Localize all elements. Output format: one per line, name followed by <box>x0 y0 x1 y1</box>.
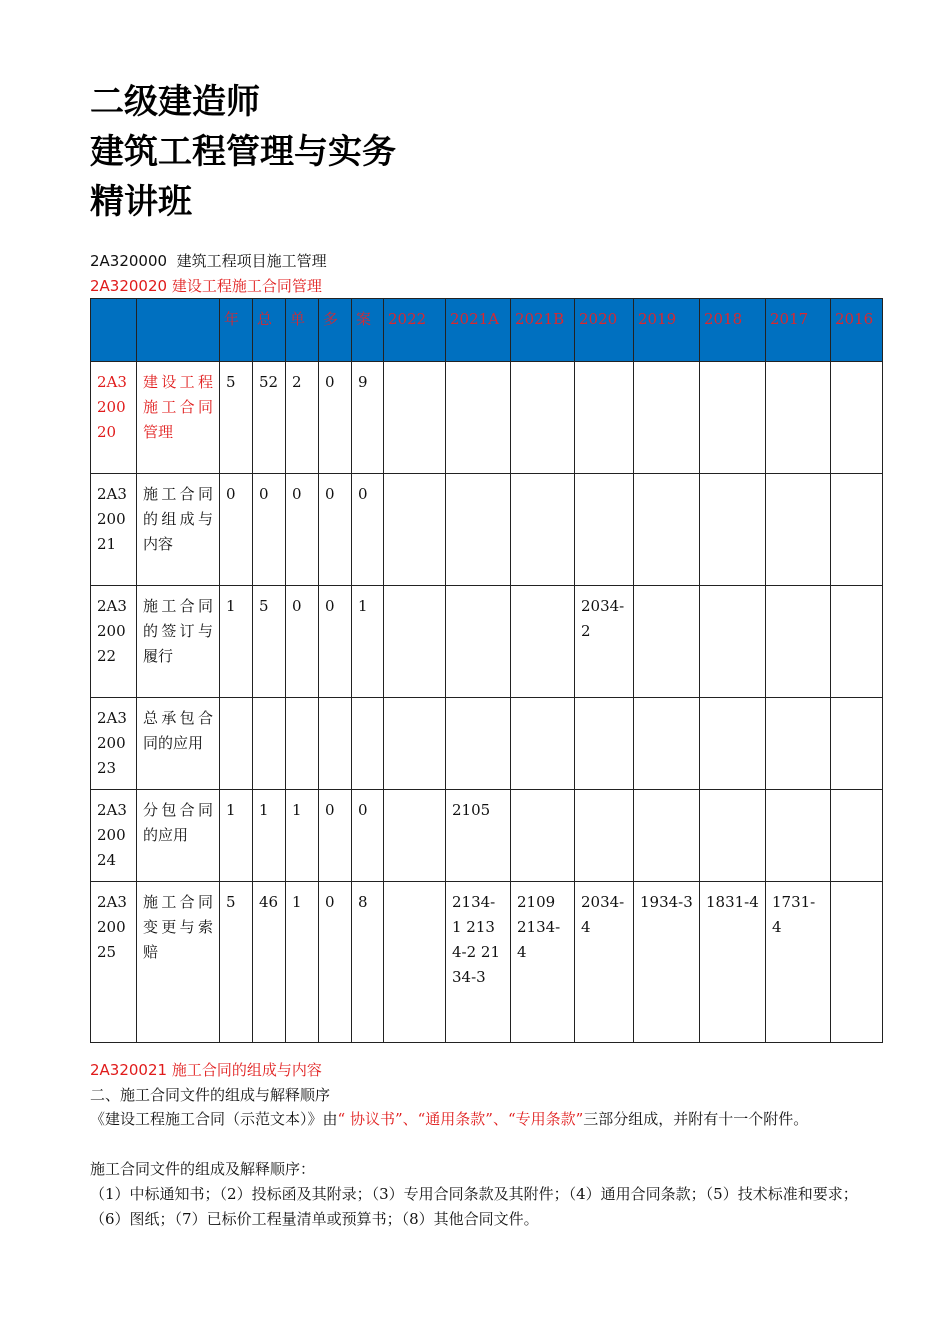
table-cell <box>831 474 883 586</box>
row-code: 2A320025 <box>91 882 137 1043</box>
row-code: 2A320021 <box>91 474 137 586</box>
header-cell: 2019 <box>634 299 700 362</box>
table-row <box>91 790 883 882</box>
table-cell <box>446 586 511 698</box>
table-cell: 2034-2 <box>575 586 634 698</box>
table-cell <box>253 698 286 790</box>
table-cell: 1934-3 <box>634 882 700 1043</box>
paragraph-order-intro: 施工合同文件的组成及解释顺序： <box>90 1160 316 1178</box>
table-cell: 2109 2134-4 <box>511 882 575 1043</box>
table-cell: 46 <box>253 882 286 1043</box>
table-cell: 2134-1 2134-2 2134-3 <box>446 882 511 1043</box>
paragraph-order-list: （1）中标通知书；（2）投标函及其附录；（3）专用合同条款及其附件；（4）通用合同条款；（5）技术标准和要求；（6）图纸；（7）已标价工程量清单或预算书；（8）其他合同文件。 <box>90 1185 858 1228</box>
table-cell <box>831 698 883 790</box>
header-cell: 年 <box>220 299 253 362</box>
title-line-1: 二级建造师 <box>90 82 260 122</box>
table-cell: 1831-4 <box>700 882 766 1043</box>
table-cell: 2105 <box>446 790 511 882</box>
table-cell <box>831 790 883 882</box>
row-code: 2A320022 <box>91 586 137 698</box>
section-name: 建筑工程项目施工管理 <box>176 252 327 270</box>
header-cell: 单 <box>286 299 319 362</box>
subsection-name: 建设工程施工合同管理 <box>171 277 322 295</box>
table-cell: 2034-4 <box>575 882 634 1043</box>
table-cell: 0 <box>319 586 352 698</box>
table-cell <box>511 362 575 474</box>
table-cell <box>766 362 831 474</box>
table-header-row <box>91 299 883 362</box>
table-cell: 8 <box>352 882 384 1043</box>
table-cell: 0 <box>352 790 384 882</box>
row-name: 总承包合同的应用 <box>137 698 220 790</box>
table-cell <box>634 474 700 586</box>
table-cell <box>831 882 883 1043</box>
table-cell: 5 <box>253 586 286 698</box>
row-name: 分包合同的应用 <box>137 790 220 882</box>
row-name: 施工合同变更与索赔 <box>137 882 220 1043</box>
table-cell <box>700 362 766 474</box>
table-cell <box>511 698 575 790</box>
table-cell <box>286 698 319 790</box>
table-cell: 5 <box>220 362 253 474</box>
table-cell: 9 <box>352 362 384 474</box>
row-name: 建设工程施工合同管理 <box>137 362 220 474</box>
table-cell <box>446 362 511 474</box>
header-cell: 2021A <box>446 299 511 362</box>
table-cell <box>446 474 511 586</box>
table-cell <box>511 474 575 586</box>
content-heading-name: 施工合同的组成与内容 <box>171 1061 322 1079</box>
table-cell: 0 <box>319 882 352 1043</box>
table-row <box>91 362 883 474</box>
table-cell <box>831 362 883 474</box>
table-cell <box>766 474 831 586</box>
table-cell <box>384 586 446 698</box>
table-cell <box>511 586 575 698</box>
paragraph-composition-tail: 三部分组成，并附有十一个附件。 <box>583 1110 809 1128</box>
table-cell: 1 <box>253 790 286 882</box>
table-cell <box>575 698 634 790</box>
row-code: 2A320023 <box>91 698 137 790</box>
header-cell: 2016 <box>831 299 883 362</box>
table-cell: 1 <box>286 882 319 1043</box>
table-cell: 5 <box>220 882 253 1043</box>
table-cell <box>352 698 384 790</box>
header-cell: 2021B <box>511 299 575 362</box>
table-cell <box>766 586 831 698</box>
header-cell: 2020 <box>575 299 634 362</box>
subsection-heading <box>90 275 322 297</box>
table-cell <box>384 698 446 790</box>
table-row <box>91 474 883 586</box>
table-cell: 52 <box>253 362 286 474</box>
table-cell <box>575 474 634 586</box>
table-cell <box>446 698 511 790</box>
table-row <box>91 698 883 790</box>
title-line-2: 建筑工程管理与实务 <box>90 132 396 172</box>
table-cell <box>575 362 634 474</box>
header-cell: 案 <box>352 299 384 362</box>
header-cell <box>91 299 137 362</box>
table-cell <box>634 586 700 698</box>
header-cell: 总 <box>253 299 286 362</box>
table-cell: 0 <box>286 586 319 698</box>
section-code: 2A320000 <box>90 252 168 270</box>
header-cell: 多 <box>319 299 352 362</box>
table-cell: 0 <box>352 474 384 586</box>
row-name: 施工合同的签订与履行 <box>137 586 220 698</box>
section-heading <box>90 250 327 272</box>
table-cell: 0 <box>319 362 352 474</box>
table-cell: 2 <box>286 362 319 474</box>
table-cell <box>384 474 446 586</box>
table-cell <box>831 586 883 698</box>
row-code: 2A320024 <box>91 790 137 882</box>
table-cell: 1 <box>220 790 253 882</box>
table-cell: 0 <box>319 790 352 882</box>
table-cell: 0 <box>286 474 319 586</box>
header-cell: 2022 <box>384 299 446 362</box>
header-cell <box>137 299 220 362</box>
content-subheading: 二、施工合同文件的组成与解释顺序 <box>90 1086 331 1104</box>
exam-stats-table <box>90 298 883 1043</box>
table-cell <box>766 698 831 790</box>
table-cell: 1 <box>286 790 319 882</box>
header-cell: 2017 <box>766 299 831 362</box>
header-cell: 2018 <box>700 299 766 362</box>
table-cell: 0 <box>319 474 352 586</box>
table-cell <box>634 698 700 790</box>
table-cell: 0 <box>253 474 286 586</box>
paragraph-composition <box>90 1107 882 1132</box>
content-heading <box>90 1059 322 1081</box>
row-code: 2A320020 <box>91 362 137 474</box>
table-cell <box>700 474 766 586</box>
content-heading-code: 2A320021 <box>90 1061 168 1079</box>
table-cell: 0 <box>220 474 253 586</box>
table-cell <box>700 698 766 790</box>
table-cell: 1 <box>352 586 384 698</box>
table-cell <box>634 362 700 474</box>
table-cell <box>220 698 253 790</box>
table-cell: 1731-4 <box>766 882 831 1043</box>
table-cell <box>384 790 446 882</box>
table-cell <box>700 790 766 882</box>
paragraph-composition-highlight: “ 协议书”、“通用条款”、“专用条款” <box>337 1110 584 1128</box>
table-cell <box>384 362 446 474</box>
subsection-code: 2A320020 <box>90 277 168 295</box>
table-cell <box>700 586 766 698</box>
table-cell <box>319 698 352 790</box>
paragraph-composition-lead: 《建设工程施工合同（示范文本）》由 <box>90 1110 338 1128</box>
title-line-3: 精讲班 <box>90 182 192 222</box>
table-cell <box>575 790 634 882</box>
row-name: 施工合同的组成与内容 <box>137 474 220 586</box>
table-row <box>91 882 883 1043</box>
table-row <box>91 586 883 698</box>
table-cell <box>511 790 575 882</box>
table-cell <box>634 790 700 882</box>
table-cell <box>384 882 446 1043</box>
table-cell <box>766 790 831 882</box>
table-cell: 1 <box>220 586 253 698</box>
